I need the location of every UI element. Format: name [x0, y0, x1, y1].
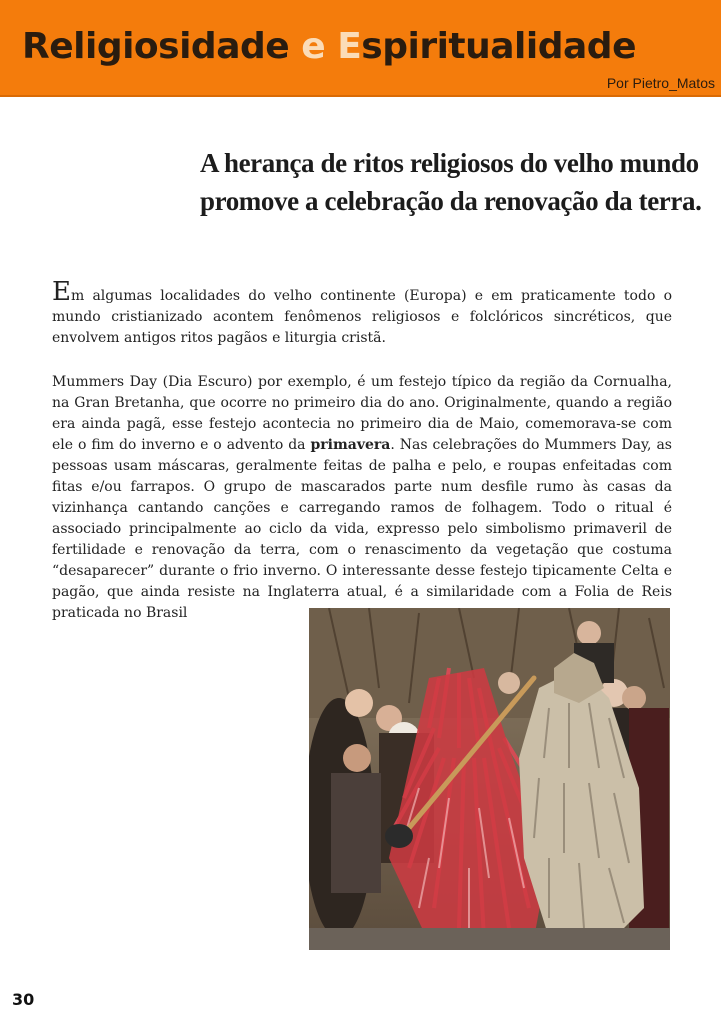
page-number: 30 — [12, 990, 35, 1009]
author-credit: Por Pietro_Matos — [606, 75, 715, 91]
intro-paragraph: Em algumas localidades do velho continente (Europa) e em praticamente todo o mundo cristianizado acontem fenômenos religiosos e folclóricos sincréticos, que envolvem antigos ritos pagãos e liturgia cristã. — [52, 277, 672, 346]
headline-line-2: promove a celebração da renovação da terra. — [200, 186, 702, 216]
mummers-photo-illustration — [309, 608, 670, 950]
section-title: Religiosidade e Espiritualidade — [22, 26, 636, 67]
drop-cap: E — [52, 277, 71, 307]
mummers-photo — [309, 608, 670, 950]
article-headline — [200, 144, 702, 220]
headline-line-1: A herança de ritos religiosos do velho mundo — [200, 148, 699, 178]
body-paragraph: Mummers Day (Dia Escuro) por exemplo, é um festejo típico da região da Cornualha, na Gran Bretanha, que ocorre no primeiro dia do ano. Originalmente, quando a região era ainda pagã, esse festejo acontecia no primeiro dia de Maio, comemorava-se com ele o fim do inverno e o advento da primavera. Nas celebrações do Mummers Day, as pessoas usam máscaras, geralmente feitas de palha e pelo, e roupas enfeitadas com fitas e/ou farrapos. O grupo de mascarados parte num desfile rumo às casas da vizinhança cantando canções e carregando ramos de folhagem. Todo o ritual é associado principalmente ao ciclo da vida, expresso pelo simbolismo primaveril de fertilidade e renovação da terra, com o renascimento da vegetação que costuma “desaparecer” durante o frio inverno. O interessante desse festejo tipicamente Celta e pagão, que ainda resiste na Inglaterra atual, é a similaridade com a Folia de Reis praticada no Brasil — [52, 374, 672, 621]
page-header — [0, 0, 721, 97]
